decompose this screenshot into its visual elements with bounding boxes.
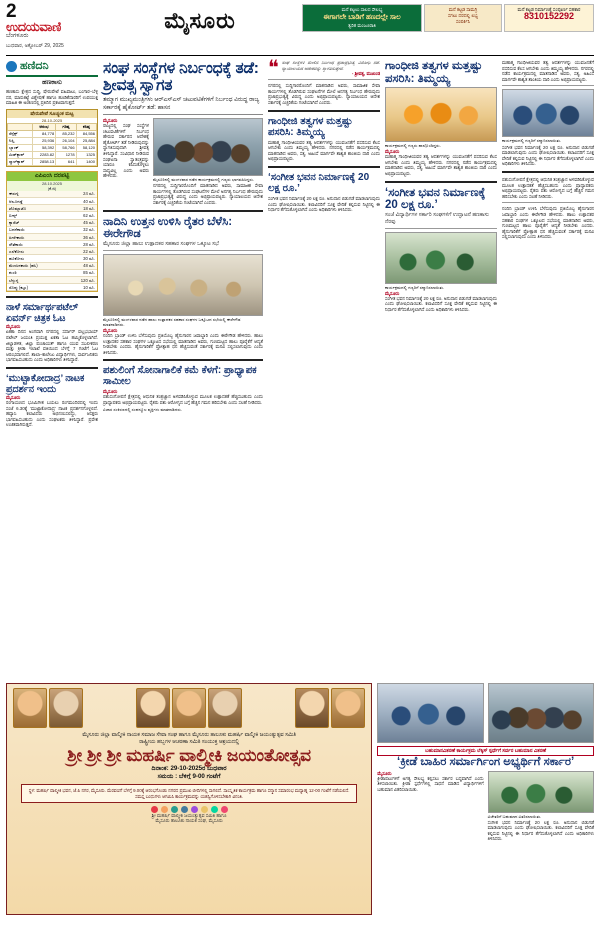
lead-kicker: ಮೈಸೂರು (103, 118, 118, 123)
content-columns (6, 57, 594, 680)
s4-dek: ಸಂಜೆ ವಿದ್ಯಾರ್ಥಿಗಳ ಸರ್ಕಾರಿ ಸಂಘಗಳಿಗೆ ಉದ್ಘಾಟನೆ ಹಣಕಾಸು ನೆರವು (385, 212, 497, 229)
brand-logo: ಉದಯವಾಣಿ (6, 19, 61, 34)
item-name: ಸೊಪ್ಪು (ಕಟ್ಟು) (7, 284, 65, 291)
masthead-left (6, 1, 98, 50)
ad-org-line2: ರಾಷ್ಟ್ರೀಯ ಹಬ್ಬಗಳ ಆಚರಣಾ ಸಮಿತಿ ಸಂಯುಕ್ತ ಆಶ್ರಯದಲ್ಲಿ (139, 739, 240, 745)
item-value: 36 ರೂ. (65, 233, 97, 240)
column-right (502, 60, 594, 680)
story1-headline[interactable]: ನಾಳೆ ಸರ್ಮಾರ್ಥಪಟೆಲ್ ಏವರ್ನ್ ಚಿತ್ರಕ ಓಟ (6, 302, 79, 325)
ad-cream-line3: ಸಂಪರ್ಕಿಸಿ (455, 19, 471, 24)
divider (502, 171, 594, 173)
lead-dek: ತಮ್ಮಾಗ ಮುಖ್ಯಮಂತ್ರಿಗಳು ಆರ್‌ಎಸ್‌ಎಸ್ ಚಟುವಟಿಕೆಗಳಿಗೆ ನಿರ್ಬಂಧ ವಿರುದ್ಧ ರಾಜ್ಯ ಸರ್ಕಾರಕ್ಕೆ ಹೈಕೋರ್ಟ್ ತಡೆ: ಹಾಸನ (103, 96, 263, 115)
ad-phone-line1: ಮನೆ ಕಟ್ಟಡ ನಿರ್ಮಾಣಕ್ಕೆ ಸಂಪೂರ್ಣ ಸಹಕಾರ (517, 7, 581, 12)
story2-body: ರಂಗಾಯಣದ ಭೂಮಿಗೀತ ಬಯಲು ರಂಗಮಂದಿರದಲ್ಲಿ ಇಂದು ಸಂಜೆ 6.30ಕ್ಕೆ ‘ಮುಟ್ಟಾಕೋದಾದ್ರ’ ನಾಟಕ ಪ್ರದರ್ಶನಗೊಳ್ಳಲಿದೆ. ಹವ್ಯಾಸಿ ಕಲಾವಿದರು ಅಭಿನಯಿಸಲಿದ್ದು, ಆಸಕ್ತರು ಭಾಗವಹಿಸಬಹುದು ಎಂದು ಸಂಘಟಕರು ತಿಳಿಸಿದ್ದಾರೆ. ಪ್ರವೇಶ ಉಚಿತವಾಗಿರುತ್ತದೆ. (6, 399, 98, 428)
item-name: ಆಲೂಗಡ್ಡೆ (7, 197, 65, 204)
row-val: 1325 (76, 151, 96, 158)
story1-body: ಏಕತಾ ದಿನದ ಅಂಗವಾಗಿ ನಗರದಲ್ಲಿ ಸರ್ದಾರ್ ವಲ್ಲಭಭಾಯ್ ಪಟೇಲ್ ಜಯಂತಿ ಪ್ರಯುಕ್ತ ಏಕತಾ ಓಟ ಹಮ್ಮಿಕೊಳ್ಳಲಾಗಿದೆ. ಜಿಲ್ಲಾಡಳಿತ, ಜಿಲ್ಲಾ ಪಂಚಾಯತ್ ಹಾಗೂ ಯುವ ಸಬಲೀಕರಣ ಮತ್ತು ಕ್ರೀಡಾ ಇಲಾಖೆ ವತಿಯಿಂದ ಬೆಳಗ್ಗೆ 7 ಗಂಟೆಗೆ ಓಟ ಆರಂಭವಾಗಲಿದೆ. ಶಾಲಾ–ಕಾಲೇಜು ವಿದ್ಯಾರ್ಥಿಗಳು, ಸಾರ್ವಜನಿಕರು ಭಾಗವಹಿಸಬಹುದು ಎಂದು ಅಧಿಕಾರಿಗಳು ತಿಳಿಸಿದ್ದಾರೆ. (6, 329, 98, 363)
item-value: 22 ರೂ. (65, 248, 97, 255)
item-name: ಮೆಣಸಿನಕಾಯಿ (ಹಸಿ) (7, 262, 65, 269)
s2-dek: ಮೈಸೂರು ಜಿಲ್ಲಾ ಹಾಲು ಉತ್ಪಾದಕರ ಸಹಕಾರ ಸಂಘಗಳ ಒಕ್ಕೂಟ ಸಭೆ (103, 241, 263, 251)
portrait (49, 688, 83, 728)
row-val: 1278 (56, 151, 76, 158)
quote-attribution: - ಶ್ರೀವತ್ಸ, ಮುಖಂಡ (351, 71, 380, 77)
divider (502, 202, 594, 203)
row-val: 2858.13 (32, 158, 55, 165)
col-head-3: ಕನಿಷ್ಠ (76, 123, 96, 130)
ad-footer-line1: ಶ್ರೀ ಮಹರ್ಷಿ ವಾಲ್ಮೀಕಿ ಜಯಂತ್ಯುತ್ಸವ ಸಮಿತಿ ಹಾಗೂ (151, 813, 227, 819)
finance-brand-title: ಹಣಿದನಿ (20, 60, 49, 72)
s3-headline-mirror[interactable]: ಗಾಂಧೀಜಿ ತತ್ವಗಳ ಮತ್ತಷ್ಟು ಪಸರಿಸಿ: ತಿಮ್ಮಯ್ಯ (268, 115, 353, 138)
finance-intro: ಹಣಕಾಸು ಕ್ಷೇತ್ರದ ಸುದ್ದಿ, ಷೇರುಪೇಟೆ ವಹಿವಾಟು, ಬಂಗಾರ–ಬೆಳ್ಳಿ ದರ, ಮಾರುಕಟ್ಟೆ ವಿಶ್ಲೇಷಣೆ ಹಾಗೂ ಹೂಡಿಕೆದಾರರಿಗೆ ಉಪಯುಕ್ತ ಮಾಹಿತಿ ಈ ಅಂಕಣದಲ್ಲಿ ಪ್ರತಿದಿನ ಪ್ರಕಟವಾಗುತ್ತದೆ. (6, 89, 98, 106)
color-dot (191, 806, 198, 813)
color-dot (171, 806, 178, 813)
s6-photo-2 (488, 683, 594, 743)
divider (103, 359, 263, 361)
portrait (208, 688, 242, 728)
bottom-right-column (377, 683, 594, 915)
list-item (7, 205, 97, 212)
list-item (7, 284, 97, 291)
right-body-b: ಸಂಗೀತ ಭವನ ನಿರ್ಮಾಣಕ್ಕೆ 20 ಲಕ್ಷ ರೂ. ಅನುದಾನ ಬಿಡುಗಡೆ ಮಾಡಲಾಗುವುದು ಎಂದು ಘೋಷಿಸಲಾಯಿತು. ಕಲಾವಿದರಿಗೆ ಸೂಕ್ತ ವೇದಿಕೆ ಕಲ್ಪಿಸುವ ನಿಟ್ಟಿನಲ್ಲಿ ಈ ನಿರ್ಧಾರ ತೆಗೆದುಕೊಳ್ಳಲಾಗಿದೆ ಎಂದು ಅಧಿಕಾರಿಗಳು ತಿಳಿಸಿದರು. (502, 144, 594, 167)
issue-date: ಬುಧವಾರ, ಅಕ್ಟೋಬರ್ 29, 2025 (6, 43, 64, 49)
column-quote (268, 57, 380, 680)
color-dot (201, 806, 208, 813)
portrait-group-left (13, 688, 83, 728)
item-name: ಹೂಕೋಸು (7, 255, 65, 262)
ad-banner-green[interactable] (302, 4, 422, 32)
row-name: ಸೆನ್ಸೆಕ್ಸ್ (8, 130, 33, 137)
s5-kicker: ಮೈಸೂರು (103, 389, 118, 395)
item-value: 18 ರೂ. (65, 205, 97, 212)
apmc-rate-table (6, 171, 98, 293)
quote-mark-icon: ❝ (268, 57, 279, 79)
right-body-c: ಪಶುಸಂಗೋಪನೆ ಕ್ಷೇತ್ರದಲ್ಲಿ ಆಧುನಿಕ ತಂತ್ರಜ್ಞಾನ ಅಳವಡಿಸಿಕೊಳ್ಳುವ ಮೂಲಕ ಉತ್ಪಾದಕತೆ ಹೆಚ್ಚಿಸಬಹುದು ಎಂದು ಪ್ರಾಧ್ಯಾಪಕರು ಅಭಿಪ್ರಾಯಪಟ್ಟರು. ರೈತರು ಪಶು ಆರೋಗ್ಯದ ಬಗ್ಗೆ ಹೆಚ್ಚಿನ ಗಮನ ಹರಿಸಬೇಕು ಎಂದು ಸಲಹೆ ನೀಡಿದರು. (502, 176, 594, 199)
ad-banner-cream[interactable] (424, 4, 502, 32)
table-row (8, 130, 97, 137)
lead-body-2: ನಗರದಲ್ಲಿ ಸುದ್ದಿಗಾರರೊಂದಿಗೆ ಮಾತನಾಡಿದ ಅವರು, ಸಾಮಾಜಿಕ ಸೇವಾ ಕಾರ್ಯಗಳಲ್ಲಿ ತೊಡಗಿರುವ ಸಂಘಟನೆಗಳ ಮೇಲೆ ಅನಗತ್ಯ ನಿರ್ಬಂಧ ಹೇರುವುದು ಪ್ರಜಾಪ್ರಭುತ್ವಕ್ಕೆ ವಿರುದ್ಧ ಎಂದು ಅಭಿಪ್ರಾಯಪಟ್ಟರು. ನ್ಯಾಯಾಲಯದ ಆದೇಶ ಸರ್ಕಾರಕ್ಕೆ ಎಚ್ಚರಿಕೆಯ ಗಂಟೆಯಾಗಿದೆ ಎಂದರು. (153, 183, 263, 205)
list-item (7, 191, 97, 198)
item-name: ಬೆಳ್ಳುಳ್ಳಿ (7, 277, 65, 284)
item-name: ಬದನೆಕಾಯಿ (7, 226, 65, 233)
item-value: 40 ರೂ. (65, 197, 97, 204)
story2-headline[interactable]: ‘ಮುಟ್ಟಾಕೋದಾದ್ರ’ ನಾಟಕ ಪ್ರದರ್ಶನ ಇಂದು (6, 372, 85, 395)
s4-kicker: ಮೈಸೂರು (385, 290, 400, 296)
page-number: 2 (6, 1, 17, 22)
apmc-date: 28.10.2025 (7, 181, 97, 186)
color-dot (161, 806, 168, 813)
table-row (8, 144, 97, 151)
item-name: ಬೀನ್ಸ್ (7, 212, 65, 219)
s3-caption: ಕಾರ್ಯಕ್ರಮದಲ್ಲಿ ಗಣ್ಯರು ಪಾಲ್ಗೊಂಡಿದ್ದರು. (385, 143, 441, 148)
apmc-title: ಎಪಿಎಂಸಿ ದರಪಟ್ಟಿ (7, 172, 97, 181)
portrait (136, 688, 170, 728)
row-val: 25,936 (32, 137, 55, 144)
s2-kicker: ಮೈಸೂರು (103, 327, 118, 333)
market-index-table (6, 109, 98, 167)
row-val: 2283.82 (32, 151, 55, 158)
col-head-2: ಗರಿಷ್ಠ (56, 123, 76, 130)
finance-brand (6, 60, 98, 77)
list-item (7, 255, 97, 262)
item-name: ಶುಂಠಿ (7, 269, 65, 276)
item-name: ಈರುಳ್ಳಿ (7, 191, 65, 198)
list-item (7, 212, 97, 219)
lead-headline[interactable]: ಸಂಘ ಸಂಸ್ಥೆಗಳ ನಿರ್ಬಂಧಕ್ಕೆ ತಡೆ: ಶ್ರೀವತ್ಸ ಸ್ವಾಗತ (103, 60, 259, 94)
apmc-unit: (ಕೆ.ಜಿ) (7, 186, 97, 191)
row-val: 58,766 (56, 144, 76, 151)
row-val: 58,120 (76, 144, 96, 151)
row-name: ನಿಫ್ಟಿ (8, 137, 33, 144)
ad-green-line2: ಈಗಾಗಲೇ ಬಾಡಿಗೆ ಹಣದಲ್ಲೇ ಸಾಲ (323, 14, 401, 21)
row-val: 84,778 (32, 130, 55, 137)
s4-headline-mirror[interactable]: ‘ಸಂಗೀತ ಭವನ ನಿರ್ಮಾಣಕ್ಕೆ 20 ಲಕ್ಷ ರೂ.’ (268, 171, 370, 194)
list-item (7, 262, 97, 269)
portrait-group-center (136, 688, 242, 728)
list-item (7, 219, 97, 226)
row-val: 1400 (76, 158, 96, 165)
lead-photo-caption: ಮೈಸೂರಿನಲ್ಲಿ ಮಂಗಳವಾರ ನಡೆದ ಕಾರ್ಯಕ್ರಮದಲ್ಲಿ ಗಣ್ಯರು ಭಾಗವಹಿಸಿದ್ದರು. (153, 177, 255, 182)
s2-photo (103, 254, 263, 316)
s6-photo-1 (377, 683, 483, 743)
item-name: ಟೊಮ್ಯಾಟೊ (7, 205, 65, 212)
lead-photo (153, 118, 263, 176)
right-body-d: ನಂದಿನಿ ಬ್ರಾಂಡ್ ಉಳಿಸಿ ಬೆಳೆಸುವುದು ಪ್ರತಿಯೊಬ್ಬ ಹೈನುಗಾರನ ಜವಾಬ್ದಾರಿ ಎಂದು ಈರೇಗೌಡ ಹೇಳಿದರು. ಹಾಲು ಉತ್ಪಾದಕರ ಸಹಕಾರ ಸಂಘಗಳ ಒಕ್ಕೂಟದ ಸಭೆಯಲ್ಲಿ ಮಾತನಾಡಿದ ಅವರು, ಗುಣಮಟ್ಟದ ಹಾಲು ಪೂರೈಕೆಗೆ ಆದ್ಯತೆ ನೀಡಬೇಕು ಎಂದರು. ಹೈನುಗಾರಿಕೆಗೆ ಪ್ರೋತ್ಸಾಹ ಧನ ಹೆಚ್ಚಿಸುವಂತೆ ಸರ್ಕಾರಕ್ಕೆ ಮನವಿ ಸಲ್ಲಿಸಲಾಗುವುದು ಎಂದು ತಿಳಿಸಿದರು. (502, 206, 594, 240)
s5-headline[interactable]: ಪಶುಲಿಂಗೆ ಸೋನಾಗಾಲಿಕೆ ಕಮೆ ಕೆಳಗೆ: ಪ್ರಾಧ್ಯಾಪಕ ಸಾಮೀಲ (103, 365, 257, 388)
story1-kicker: ಮೈಸೂರು (6, 324, 21, 330)
color-dot (151, 806, 158, 813)
portrait (331, 688, 365, 728)
column-lead (103, 60, 263, 680)
market-table-date: 28-10-2025 (41, 117, 63, 123)
row-val: 85,232 (56, 130, 76, 137)
ad-footer-line2: ಮೈಸೂರು ತಾಲೂಕು ನಾಯಕ ಸಂಘ, ಮೈಸೂರು (155, 818, 223, 824)
right-photo-caption: ಕಾರ್ಯಕ್ರಮದಲ್ಲಿ ಗಣ್ಯರಿಗೆ ಸನ್ಮಾನಿಸಲಾಯಿತು. (502, 138, 562, 144)
item-value: 45 ರೂ. (65, 219, 97, 226)
s6-kicker: ಮೈಸೂರು (377, 770, 392, 776)
list-item (7, 233, 97, 240)
divider (268, 110, 380, 112)
item-value: 32 ರೂ. (65, 226, 97, 233)
item-name: ಎಲೆಕೋಸು (7, 248, 65, 255)
ad-event-time: ಸಮಯ : ಬೆಳಿಗ್ಗೆ 9-00 ಗಂಟೆಗೆ (157, 773, 221, 780)
edition-title: ಮೈಸೂರು (164, 8, 236, 33)
item-value: 85 ರೂ. (65, 269, 97, 276)
ad-event-details: ಸ್ಥಳ: ಮಹರ್ಷಿ ವಾಲ್ಮೀಕಿ ಭವನ, ಜೆ.ಪಿ ನಗರ, ಮೈಸೂರು. ಮೆರವಣಿಗೆ ಬೆಳಗ್ಗೆ 9.00ಕ್ಕೆ ಆರಂಭಗೊಂಡು ನಗರದ ಪ್ರಮುಖ ಬೀದಿಗಳಲ್ಲಿ ಸಾಗಲಿದೆ. ಸಾಂಸ್ಕೃತಿಕ ಕಾರ್ಯಕ್ರಮ ಹಾಗೂ ಸನ್ಮಾನ ಸಮಾರಂಭ ಮಧ್ಯಾಹ್ನ 12-00 ಗಂಟೆಗೆ ನಡೆಯಲಿದೆ. ಸಮಸ್ತ ಬಂಧುಗಳು ಆಗಮಿಸಿ ಕಾರ್ಯಕ್ರಮವನ್ನು ಯಶಸ್ವಿಗೊಳಿಸಬೇಕಾಗಿ ವಿನಂತಿ. (21, 784, 357, 803)
apmc-table (7, 191, 97, 292)
s3-body-mirror: ಮಹಾತ್ಮ ಗಾಂಧೀಜಿಯವರ ತತ್ವ ಆದರ್ಶಗಳನ್ನು ಯುವಜನತೆಗೆ ಪಸರಿಸುವ ಕೆಲಸ ಆಗಬೇಕು ಎಂದು ತಿಮ್ಮಯ್ಯ ಹೇಳಿದರು. ನಗರದಲ್ಲಿ ನಡೆದ ಕಾರ್ಯಕ್ರಮದಲ್ಲಿ ಮಾತನಾಡಿದ ಅವರು, ಸತ್ಯ, ಅಹಿಂಸೆ ಮಾರ್ಗವೇ ಶಾಶ್ವತ ಶಾಂತಿಯ ದಾರಿ ಎಂದು ಅಭಿಪ್ರಾಯಪಟ್ಟರು. (268, 139, 380, 162)
s6-headline[interactable]: ‘ಕ್ರೀಡೆ ಬಾಹಿರ ಸರ್ಮಾರ್ಗಿಂಗ ಅಭ್ಯರ್ಥಿಗೆ ಸರ್ಕಾರ’ (397, 756, 575, 768)
table-row (8, 137, 97, 144)
divider (385, 181, 497, 183)
item-value: 24 ರೂ. (65, 191, 97, 198)
item-value: 120 ರೂ. (65, 277, 97, 284)
list-item (7, 248, 97, 255)
portrait (13, 688, 47, 728)
s6-photo-3 (488, 771, 594, 813)
table-row (8, 158, 97, 165)
s3-kicker: ಮೈಸೂರು (385, 149, 400, 155)
story2-kicker: ಮೈಸೂರು (6, 394, 21, 400)
item-value: 30 ರೂ. (65, 255, 97, 262)
table-row (8, 151, 97, 158)
s2-headline[interactable]: ನಾದಿನಿ ಉತ್ತನ ಉಳಿಸಿ ರೈತರ ಬೆಳೆಸಿ: ಈರೇಗೌಡ (103, 215, 233, 241)
row-val: 84,556 (76, 130, 96, 137)
right-photo (502, 89, 594, 137)
masthead-ads (302, 4, 594, 32)
divider (268, 79, 380, 80)
divider (103, 210, 263, 212)
s4-body: ಸಂಗೀತ ಭವನ ನಿರ್ಮಾಣಕ್ಕೆ 20 ಲಕ್ಷ ರೂ. ಅನುದಾನ ಬಿಡುಗಡೆ ಮಾಡಲಾಗುವುದು ಎಂದು ಘೋಷಿಸಲಾಯಿತು. ಕಲಾವಿದರಿಗೆ ಸೂಕ್ತ ವೇದಿಕೆ ಕಲ್ಪಿಸುವ ನಿಟ್ಟಿನಲ್ಲಿ ಈ ನಿರ್ಧಾರ ತೆಗೆದುಕೊಳ್ಳಲಾಗಿದೆ ಎಂದು ಅಧಿಕಾರಿಗಳು ತಿಳಿಸಿದರು. (385, 295, 497, 312)
row-name: ಮಿಡ್‌ಕ್ಯಾಪ್ (8, 151, 33, 158)
s4-caption: ಕಾರ್ಯಕ್ರಮದಲ್ಲಿ ಗಣ್ಯರಿಗೆ ಸನ್ಮಾನಿಸಲಾಯಿತು. (385, 284, 445, 290)
color-dot (211, 806, 218, 813)
row-name: ಸ್ಮಾಲ್‌ಕ್ಯಾಪ್ (8, 158, 33, 165)
lead-body-1: ರಾಜ್ಯದಲ್ಲಿ ಸಂಘ ಸಂಸ್ಥೆಗಳ ಚಟುವಟಿಕೆಗಳಿಗೆ ನಿರ್ಬಂಧ ಹೇರುವ ಸರ್ಕಾರದ ಆದೇಶಕ್ಕೆ ಹೈಕೋರ್ಟ್ ತಡೆ ನೀಡಿರುವುದನ್ನು ಸ್ವಾಗತಿಸುವುದಾಗಿ ಶ್ರೀವತ್ಸ ತಿಳಿಸಿದ್ದಾರೆ. ಸಂವಿಧಾನ ನೀಡಿರುವ ಸಂಘಟನಾ ಸ್ವಾತಂತ್ರ್ಯವನ್ನು ಯಾರೂ ಕಸಿದುಕೊಳ್ಳಲು ಸಾಧ್ಯವಿಲ್ಲ ಎಂದು ಅವರು ಹೇಳಿದರು. (103, 123, 149, 179)
s3-headline[interactable]: ಗಾಂಧೀಜಿ ತತ್ವಗಳ ಮತ್ತಷ್ಟು ಪಸರಿಸಿ: ತಿಮ್ಮಯ್ಯ (385, 60, 483, 85)
item-value: 48 ರೂ. (65, 262, 97, 269)
ad-event-date: ದಿನಾಂಕ: 29-10-2025ರ ಬುಧವಾರ (151, 765, 227, 772)
list-item (7, 277, 97, 284)
column-finance (6, 60, 98, 680)
s6-caption: ವಿಜೇತರಿಗೆ ಬಹುಮಾನ ವಿತರಿಸಲಾಯಿತು. (487, 813, 542, 819)
market-table-title: ಷೇರುಪೇಟೆ ಸೂಚ್ಯಂಕ ಮಟ್ಟ (7, 110, 97, 118)
row-val: 26,104 (56, 137, 76, 144)
ad-phone-number[interactable]: 8310152292 (523, 11, 575, 21)
s3-photo (385, 87, 497, 142)
table-header-row (8, 123, 97, 130)
right-body-a: ಮಹಾತ್ಮ ಗಾಂಧೀಜಿಯವರ ತತ್ವ ಆದರ್ಶಗಳನ್ನು ಯುವಜನತೆಗೆ ಪಸರಿಸುವ ಕೆಲಸ ಆಗಬೇಕು ಎಂದು ತಿಮ್ಮಯ್ಯ ಹೇಳಿದರು. ನಗರದಲ್ಲಿ ನಡೆದ ಕಾರ್ಯಕ್ರಮದಲ್ಲಿ ಮಾತನಾಡಿದ ಅವರು, ಸತ್ಯ, ಅಹಿಂಸೆ ಮಾರ್ಗವೇ ಶಾಶ್ವತ ಶಾಂತಿಯ ದಾರಿ ಎಂದು ಅಭಿಪ್ರಾಯಪಟ್ಟರು. (502, 60, 594, 82)
item-value: 62 ರೂ. (65, 212, 97, 219)
col-head-0 (8, 123, 33, 130)
divider (502, 85, 594, 86)
ad-cream-line2: ಸಗಟು ದರದಲ್ಲಿ ಲಭ್ಯ (448, 13, 478, 18)
list-item (7, 197, 97, 204)
brand-sub: ಬೆಂಗಳೂರು (6, 33, 29, 39)
s4-body-mirror: ಸಂಗೀತ ಭವನ ನಿರ್ಮಾಣಕ್ಕೆ 20 ಲಕ್ಷ ರೂ. ಅನುದಾನ ಬಿಡುಗಡೆ ಮಾಡಲಾಗುವುದು ಎಂದು ಘೋಷಿಸಲಾಯಿತು. ಕಲಾವಿದರಿಗೆ ಸೂಕ್ತ ವೇದಿಕೆ ಕಲ್ಪಿಸುವ ನಿಟ್ಟಿನಲ್ಲಿ ಈ ನಿರ್ಧಾರ ತೆಗೆದುಕೊಳ್ಳಲಾಗಿದೆ ಎಂದು ಅಧಿಕಾರಿಗಳು ತಿಳಿಸಿದರು. (268, 195, 380, 213)
divider (268, 166, 380, 168)
edition-title-wrap (98, 4, 302, 34)
divider (6, 367, 98, 369)
s5-caption: ವಿಚಾರ ಸಂಕಿರಣದಲ್ಲಿ ಸಂಪನ್ಮೂಲ ವ್ಯಕ್ತಿಗಳು ಮಾತನಾಡಿದರು. (103, 406, 183, 412)
finance-brand-subtitle: ಹಣಕಾಸು (42, 79, 62, 86)
list-item (7, 226, 97, 233)
portrait (295, 688, 329, 728)
s5-body: ಪಶುಸಂಗೋಪನೆ ಕ್ಷೇತ್ರದಲ್ಲಿ ಆಧುನಿಕ ತಂತ್ರಜ್ಞಾನ ಅಳವಡಿಸಿಕೊಳ್ಳುವ ಮೂಲಕ ಉತ್ಪಾದಕತೆ ಹೆಚ್ಚಿಸಬಹುದು ಎಂದು ಪ್ರಾಧ್ಯಾಪಕರು ಅಭಿಪ್ರಾಯಪಟ್ಟರು. ರೈತರು ಪಶು ಆರೋಗ್ಯದ ಬಗ್ಗೆ ಹೆಚ್ಚಿನ ಗಮನ ಹರಿಸಬೇಕು ಎಂದು ಸಲಹೆ ನೀಡಿದರು. (103, 394, 263, 405)
item-name: ಕ್ಯಾರೆಟ್ (7, 219, 65, 226)
ad-green-line1: ಮನೆ ಕಟ್ಟಲು ಸಾಲದ ಸೌಲಭ್ಯ (341, 7, 383, 12)
portrait (172, 688, 206, 728)
item-value: 10 ರೂ. (65, 284, 97, 291)
color-dot-row (7, 806, 371, 813)
ad-cream-line1: ಮನೆ ಕಟ್ಟಡ ಸಾಮಗ್ರಿ (448, 7, 478, 12)
row-val: 25,884 (76, 137, 96, 144)
drop-icon (6, 61, 17, 72)
ad-banner-phone[interactable] (504, 4, 594, 32)
bottom-section (6, 683, 594, 915)
quote-block (268, 57, 380, 79)
s6-banner: ಬಹುಮಾನವಿತರಣೆ ಕಾರ್ಯಕ್ರಮ ಲೆಕ್ಕಿಸ್ ಸ್ಪರ್ಧೆಗೆ ಸರ್ವರ ಬಹುಮಾನ ವಿತರಣೆ (377, 746, 594, 756)
s2-caption: ಮೈಸೂರಿನಲ್ಲಿ ಮಂಗಳವಾರ ನಡೆದ ಹಾಲು ಉತ್ಪಾದಕರ ಸಹಕಾರ ಸಂಘಗಳ ಒಕ್ಕೂಟದ ಸಭೆಯಲ್ಲಿ ಈರೇಗೌಡ ಮಾತನಾಡಿದರು. (103, 316, 241, 327)
divider (6, 296, 98, 298)
col-head-1: ಆರಂಭ (32, 123, 55, 130)
color-dot (181, 806, 188, 813)
list-item (7, 269, 97, 276)
portrait-group-right (295, 688, 365, 728)
s4-photo (385, 232, 497, 284)
valmiki-jayanti-ad[interactable] (6, 683, 372, 915)
color-dot (221, 806, 228, 813)
row-val: 58,392 (32, 144, 55, 151)
item-value: 28 ರೂ. (65, 241, 97, 248)
masthead (6, 1, 594, 56)
ad-org-line1: ಮೈಸೂರು ಜಿಲ್ಲಾ ವಾಲ್ಮೀಕಿ ನಾಯಕ ಸಮಾಜ ಸೇವಾ ಸಂಘ ಹಾಗೂ ಮೈಸೂರು ತಾಲೂಕು ಮಹರ್ಷಿ ವಾಲ್ಮೀಕಿ ಜಯಂತ್ಯುತ್ಸವ ಸಮಿತಿ (82, 732, 296, 738)
s6-body-2: ಸಂಗೀತ ಭವನ ನಿರ್ಮಾಣಕ್ಕೆ 20 ಲಕ್ಷ ರೂ. ಅನುದಾನ ಬಿಡುಗಡೆ ಮಾಡಲಾಗುವುದು ಎಂದು ಘೋಷಿಸಲಾಯಿತು. ಕಲಾವಿದರಿಗೆ ಸೂಕ್ತ ವೇದಿಕೆ ಕಲ್ಪಿಸುವ ನಿಟ್ಟಿನಲ್ಲಿ ಈ ನಿರ್ಧಾರ ತೆಗೆದುಕೊಳ್ಳಲಾಗಿದೆ ಎಂದು ಅಧಿಕಾರಿಗಳು ತಿಳಿಸಿದರು. (487, 819, 595, 842)
s6-body: ಕ್ರೀಡಾಪಟುಗಳಿಗೆ ಅಗತ್ಯ ಸೌಲಭ್ಯ ಕಲ್ಪಿಸಲು ಸರ್ಕಾರ ಬದ್ಧವಾಗಿದೆ ಎಂದು ತಿಳಿಸಲಾಯಿತು. ಕ್ರೀಡಾ ಸ್ಪರ್ಧೆಗಳಲ್ಲಿ ಸಾಧನೆ ಮಾಡಿದ ವಿದ್ಯಾರ್ಥಿಗಳಿಗೆ ಬಹುಮಾನ ವಿತರಿಸಲಾಯಿತು. (377, 775, 484, 792)
s3-body: ಮಹಾತ್ಮ ಗಾಂಧೀಜಿಯವರ ತತ್ವ ಆದರ್ಶಗಳನ್ನು ಯುವಜನತೆಗೆ ಪಸರಿಸುವ ಕೆಲಸ ಆಗಬೇಕು ಎಂದು ತಿಮ್ಮಯ್ಯ ಹೇಳಿದರು. ನಗರದಲ್ಲಿ ನಡೆದ ಕಾರ್ಯಕ್ರಮದಲ್ಲಿ ಮಾತನಾಡಿದ ಅವರು, ಸತ್ಯ, ಅಹಿಂಸೆ ಮಾರ್ಗವೇ ಶಾಶ್ವತ ಶಾಂತಿಯ ದಾರಿ ಎಂದು ಅಭಿಪ್ರಾಯಪಟ್ಟರು. (385, 154, 497, 176)
list-item (7, 241, 97, 248)
item-name: ಹೀರೇಕಾಯಿ (7, 233, 65, 240)
ad-main-title: ಶ್ರೀ ಶ್ರೀ ಶ್ರೀ ಮಹರ್ಷಿ ವಾಲ್ಮೀಕಿ ಜಯಂತೋತ್ಸವ (67, 746, 312, 765)
column-features (385, 60, 497, 680)
ad-green-line3: ತ್ವರಿತ ಮಂಜೂರಾತಿ (348, 23, 376, 28)
market-table (7, 123, 97, 166)
lead-body-continued: ನಗರದಲ್ಲಿ ಸುದ್ದಿಗಾರರೊಂದಿಗೆ ಮಾತನಾಡಿದ ಅವರು, ಸಾಮಾಜಿಕ ಸೇವಾ ಕಾರ್ಯಗಳಲ್ಲಿ ತೊಡಗಿರುವ ಸಂಘಟನೆಗಳ ಮೇಲೆ ಅನಗತ್ಯ ನಿರ್ಬಂಧ ಹೇರುವುದು ಪ್ರಜಾಪ್ರಭುತ್ವಕ್ಕೆ ವಿರುದ್ಧ ಎಂದು ಅಭಿಪ್ರಾಯಪಟ್ಟರು. ನ್ಯಾಯಾಲಯದ ಆದೇಶ ಸರ್ಕಾರಕ್ಕೆ ಎಚ್ಚರಿಕೆಯ ಗಂಟೆಯಾಗಿದೆ ಎಂದರು. (268, 83, 380, 105)
item-name: ಸೌತೆಕಾಯಿ (7, 241, 65, 248)
row-val: 641 (56, 158, 76, 165)
s2-body: ನಂದಿನಿ ಬ್ರಾಂಡ್ ಉಳಿಸಿ ಬೆಳೆಸುವುದು ಪ್ರತಿಯೊಬ್ಬ ಹೈನುಗಾರನ ಜವಾಬ್ದಾರಿ ಎಂದು ಈರೇಗೌಡ ಹೇಳಿದರು. ಹಾಲು ಉತ್ಪಾದಕರ ಸಹಕಾರ ಸಂಘಗಳ ಒಕ್ಕೂಟದ ಸಭೆಯಲ್ಲಿ ಮಾತನಾಡಿದ ಅವರು, ಗುಣಮಟ್ಟದ ಹಾಲು ಪೂರೈಕೆಗೆ ಆದ್ಯತೆ ನೀಡಬೇಕು ಎಂದರು. ಹೈನುಗಾರಿಕೆಗೆ ಪ್ರೋತ್ಸಾಹ ಧನ ಹೆಚ್ಚಿಸುವಂತೆ ಸರ್ಕಾರಕ್ಕೆ ಮನವಿ ಸಲ್ಲಿಸಲಾಗುವುದು ಎಂದು ತಿಳಿಸಿದರು. (103, 332, 263, 355)
row-name: ಬ್ಯಾಂಕ್ (8, 144, 33, 151)
quote-text: ಸಂಘ ಸಂಸ್ಥೆಗಳ ಮೇಲಿನ ನಿರ್ಬಂಧ ಪ್ರಜಾಪ್ರಭುತ್ವ ವಿರೋಧಿ ನಡೆ. ನ್ಯಾಯಾಲಯದ ಆದೇಶವನ್ನು ಸ್ವಾಗತಿಸುತ್ತೇವೆ. (281, 60, 380, 71)
s4-headline[interactable]: ‘ಸಂಗೀತ ಭವನ ನಿರ್ಮಾಣಕ್ಕೆ 20 ಲಕ್ಷ ರೂ.’ (385, 186, 486, 212)
